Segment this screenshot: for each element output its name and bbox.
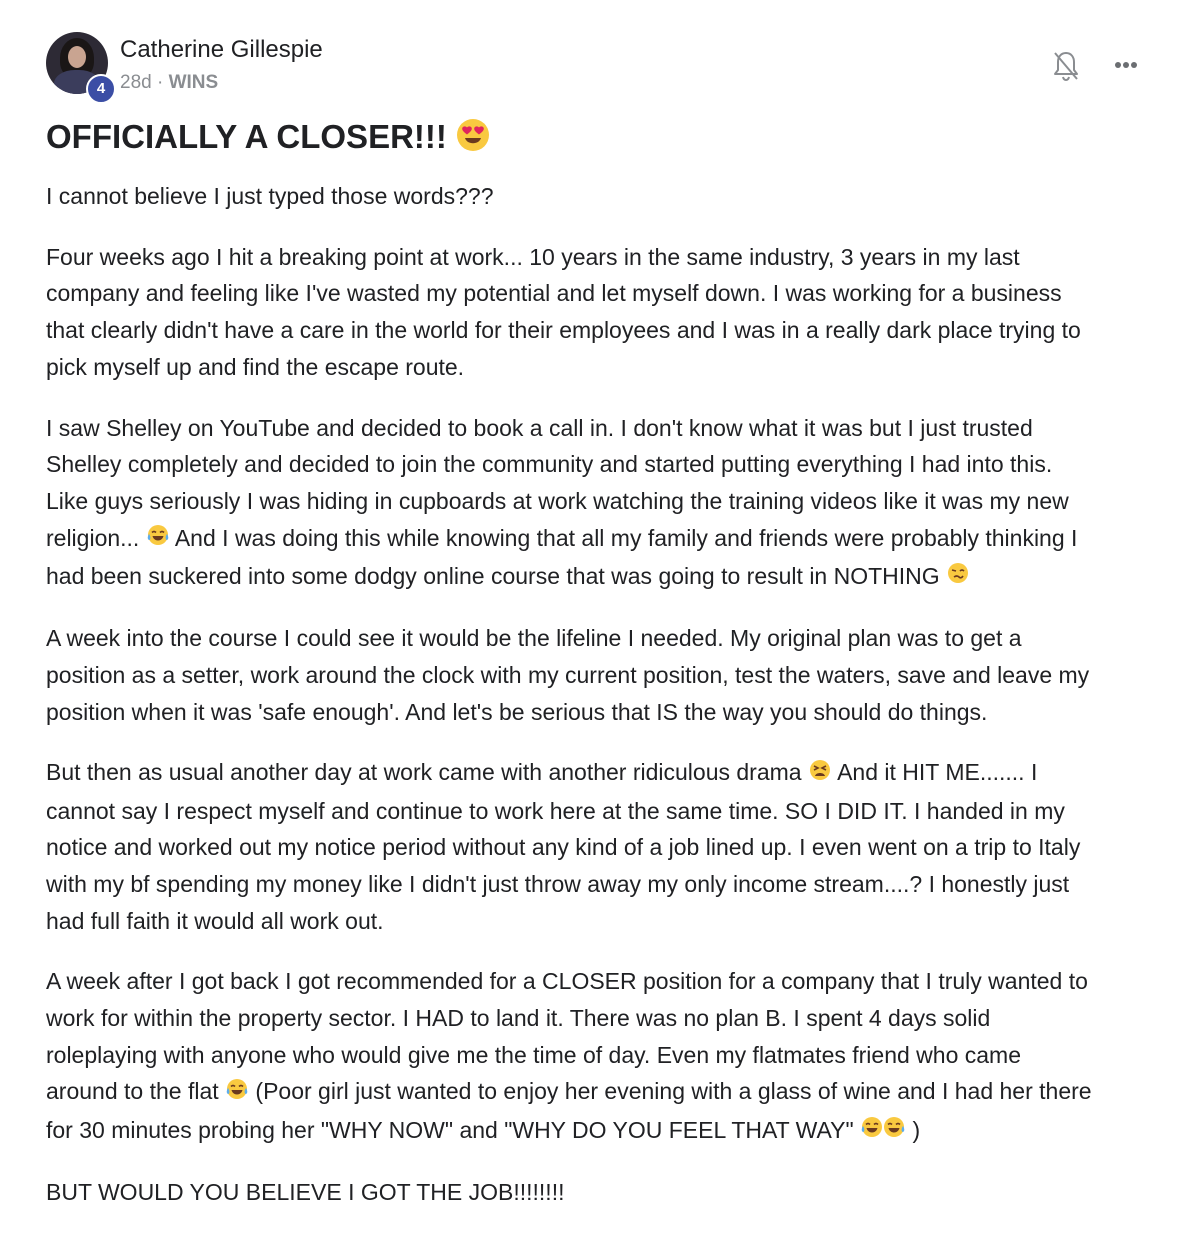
paragraph-6 <box>46 963 1158 1150</box>
post-time: 28d <box>120 72 152 93</box>
text-line: Like guys seriously I was hiding in cupboards at work watching the training videos like it was my new <box>46 487 1069 514</box>
text-line: with my bf spending my money like I didn't just throw away my only income stream....? I honestly just <box>46 870 1070 897</box>
text-line: Four weeks ago I hit a breaking point at work... 10 years in the same industry, 3 years in my last <box>46 243 1020 270</box>
text-segment: religion... <box>46 524 140 551</box>
text-segment: ) <box>912 1116 921 1143</box>
text-line: A week into the course I could see it would be the lifeline I needed. My original plan was to get a <box>46 625 1022 652</box>
text-line: I saw Shelley on YouTube and decided to book a call in. I don't know what it was but I just trusted <box>46 414 1033 441</box>
text-line: position when it was 'safe enough'. And let's be serious that IS the way you should do things. <box>46 698 988 725</box>
paragraph-7 <box>46 1174 1158 1211</box>
text-line <box>46 754 1158 792</box>
paragraph-3 <box>46 410 1158 597</box>
author-name[interactable]: Catherine Gillespie <box>120 36 323 63</box>
text-segment: for 30 minutes probing her "WHY NOW" and "WHY DO YOU FEEL THAT WAY" <box>46 1116 854 1143</box>
text-line: BUT WOULD YOU BELIEVE I GOT THE JOB!!!!!!!! <box>46 1178 565 1205</box>
bell-off-icon[interactable] <box>1052 50 1080 82</box>
text-line: A week after I got back I got recommended for a CLOSER position for a company that I truly wanted to <box>46 968 1088 995</box>
text-line <box>46 520 1158 558</box>
text-line: cannot say I respect myself and continue to work here at the same time. SO I DID IT. I handed in my <box>46 797 1065 824</box>
post-header <box>46 32 1156 96</box>
text-line: work for within the property sector. I HAD to land it. There was no plan B. I spent 4 days solid <box>46 1005 991 1032</box>
text-segment: And it HIT ME....... I <box>837 759 1038 786</box>
text-line: that clearly didn't have a care in the world for their employees and I was in a really dark place trying to <box>46 317 1081 344</box>
text-line: company and feeling like I've wasted my potential and let myself down. I was working for a business <box>46 280 1062 307</box>
text-segment: had been suckered into some dodgy online course that was going to result in NOTHING <box>46 562 940 589</box>
post-meta <box>120 72 218 94</box>
text-line: position as a setter, work around the clock with my current position, test the waters, save and leave my <box>46 661 1090 688</box>
level-badge: 4 <box>86 74 116 104</box>
tears-of-joy-emoji-icon <box>225 1075 249 1112</box>
text-line: Shelley completely and decided to join the community and started putting everything I had into this. <box>46 451 1053 478</box>
post-body <box>46 178 1158 1235</box>
paragraph-1 <box>46 178 1158 215</box>
text-line <box>46 1112 1158 1150</box>
text-line: I cannot believe I just typed those words??? <box>46 183 494 209</box>
avatar-face <box>68 46 86 68</box>
paragraph-5 <box>46 754 1158 939</box>
text-line <box>46 1073 1158 1111</box>
text-segment: And I was doing this while knowing that all my family and friends were probably thinking I <box>174 524 1078 551</box>
text-line <box>46 558 1158 596</box>
post-title-text: OFFICIALLY A CLOSER!!! <box>46 118 447 155</box>
meta-separator: · <box>156 72 164 93</box>
more-horizontal-icon[interactable] <box>1110 54 1142 76</box>
paragraph-2 <box>46 239 1158 386</box>
heart-eyes-emoji-icon <box>456 118 490 160</box>
post-category[interactable]: WINS <box>168 72 219 93</box>
tired-face-emoji-icon <box>808 756 832 793</box>
text-segment: around to the flat <box>46 1078 219 1105</box>
text-line: notice and worked out my notice period without any kind of a job lined up. I even went on a trip to Italy <box>46 834 1081 861</box>
woozy-face-emoji-icon <box>946 559 970 596</box>
text-segment: But then as usual another day at work came with another ridiculous drama <box>46 759 802 786</box>
text-line: roleplaying with anyone who would give me the time of day. Even my flatmates friend who came <box>46 1041 1022 1068</box>
text-segment: (Poor girl just wanted to enjoy her evening with a glass of wine and I had her there <box>255 1078 1092 1105</box>
post-title <box>46 118 490 160</box>
tears-of-joy-emoji-icon <box>146 521 170 558</box>
text-line: pick myself up and find the escape route. <box>46 353 465 380</box>
tears-of-joy-emoji-icon <box>860 1113 906 1150</box>
text-line: had full faith it would all work out. <box>46 907 384 934</box>
paragraph-4 <box>46 620 1158 730</box>
